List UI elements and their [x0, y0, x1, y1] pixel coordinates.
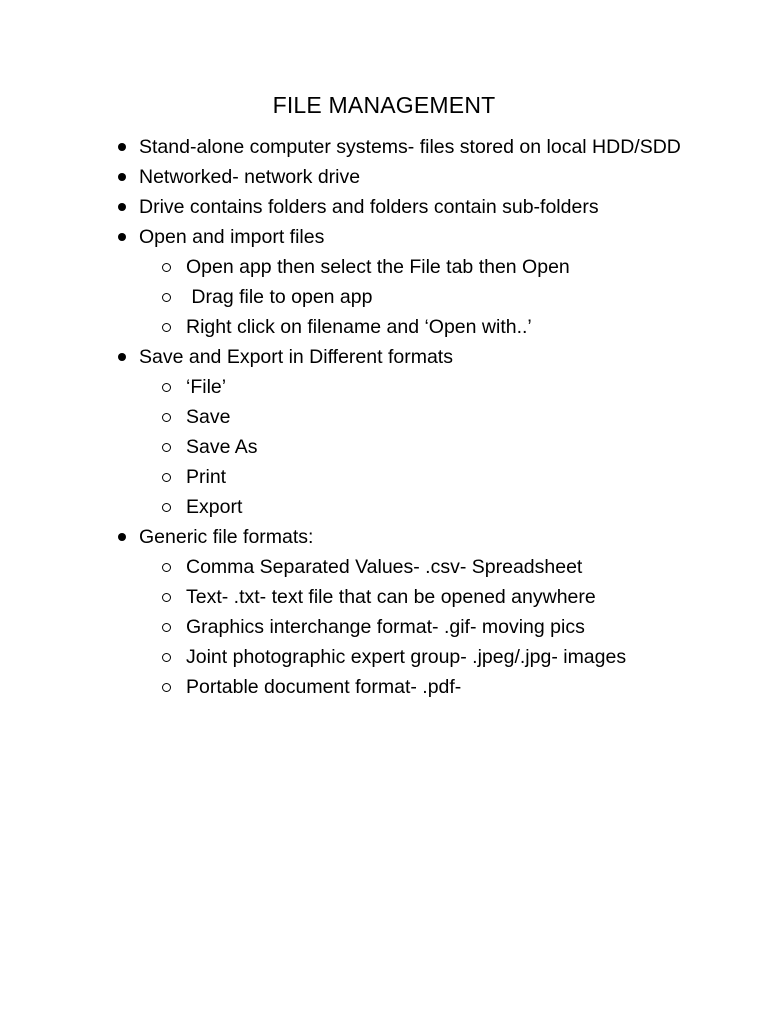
circle-bullet-icon: [162, 323, 171, 332]
sub-list-item: [110, 492, 710, 522]
bullet-icon: [118, 353, 126, 361]
circle-bullet-icon: [162, 623, 171, 632]
sub-list-item: [110, 672, 710, 702]
circle-bullet-icon: [162, 383, 171, 392]
bullet-icon: [118, 533, 126, 541]
circle-bullet-icon: [162, 593, 171, 602]
sub-list-item-text: Right click on filename and ‘Open with..’: [186, 316, 532, 338]
bullet-icon: [118, 203, 126, 211]
list-item-text: Generic file formats:: [139, 526, 314, 548]
sub-list-item: [110, 432, 710, 462]
sub-list-item: [110, 252, 710, 282]
sub-list-item-text: Export: [186, 496, 243, 518]
sub-list-item-text: ‘File’: [186, 376, 227, 398]
sub-list-item: [110, 402, 710, 432]
list-item: [110, 192, 710, 222]
bullet-icon: [118, 173, 126, 181]
sub-list-item-text: Drag file to open app: [186, 286, 373, 308]
sub-list-item: [110, 462, 710, 492]
circle-bullet-icon: [162, 443, 171, 452]
sub-list-item: [110, 372, 710, 402]
list-item: [110, 162, 710, 192]
list-item-text: Drive contains folders and folders contain sub-folders: [139, 196, 599, 218]
list-item-text: Save and Export in Different formats: [139, 346, 453, 368]
bullet-icon: [118, 233, 126, 241]
bullet-icon: [118, 143, 126, 151]
circle-bullet-icon: [162, 263, 171, 272]
sub-list-item: [110, 312, 710, 342]
list-item: [110, 342, 710, 372]
sub-list-item-text: Save: [186, 406, 231, 428]
list-item: [110, 222, 710, 252]
sub-list-item-text: Save As: [186, 436, 258, 458]
circle-bullet-icon: [162, 683, 171, 692]
sub-list-item: [110, 552, 710, 582]
list-item: [110, 522, 710, 552]
sub-list-item-text: Portable document format- .pdf-: [186, 676, 462, 698]
list-item-text: Stand-alone computer systems- files stored on local HDD/SDD: [139, 136, 681, 158]
sub-list-item-text: Text- .txt- text file that can be opened anywhere: [186, 586, 596, 608]
list-item-text: Open and import files: [139, 226, 325, 248]
sub-list-item-text: Graphics interchange format- .gif- moving pics: [186, 616, 585, 638]
sub-list-item-text: Print: [186, 466, 227, 488]
list-item: [110, 132, 710, 162]
circle-bullet-icon: [162, 563, 171, 572]
circle-bullet-icon: [162, 503, 171, 512]
circle-bullet-icon: [162, 473, 171, 482]
sub-list-item-text: Open app then select the File tab then Open: [186, 256, 570, 278]
sub-list-item-text: Joint photographic expert group- .jpeg/.jpg- images: [186, 646, 627, 668]
circle-bullet-icon: [162, 413, 171, 422]
sub-list-item: [110, 612, 710, 642]
circle-bullet-icon: [162, 653, 171, 662]
page-title: FILE MANAGEMENT: [272, 92, 496, 118]
list-item-text: Networked- network drive: [139, 166, 361, 188]
sub-list-item: [110, 642, 710, 672]
circle-bullet-icon: [162, 293, 171, 302]
sub-list-item: [110, 282, 710, 312]
sub-list-item-text: Comma Separated Values- .csv- Spreadsheet: [186, 556, 583, 578]
bullet-list: [110, 132, 710, 702]
sub-list-item: [110, 582, 710, 612]
